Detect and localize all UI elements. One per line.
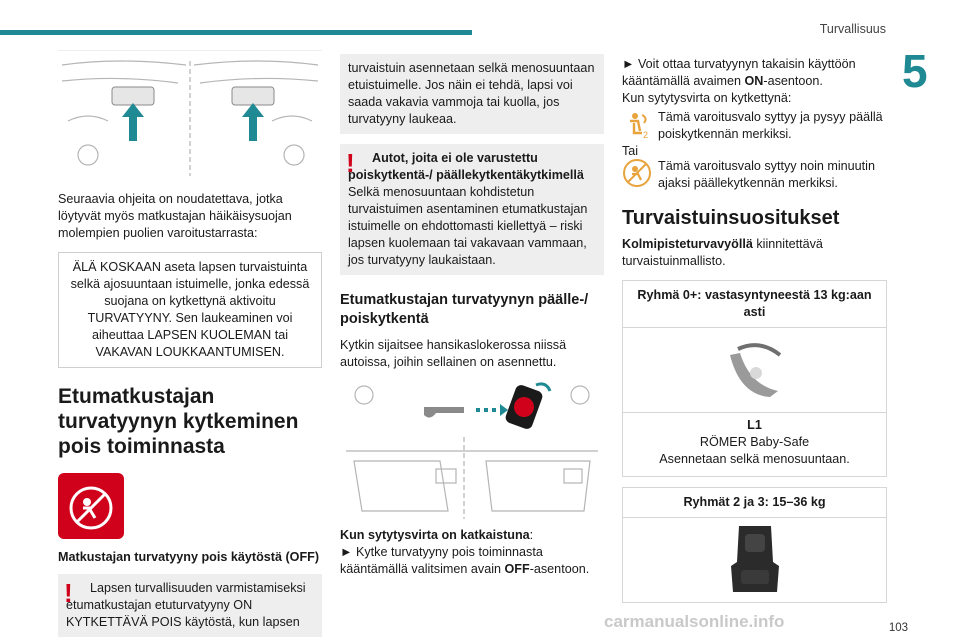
svg-text:2: 2 xyxy=(643,130,649,139)
booster-seat-icon xyxy=(725,522,785,598)
column-3 xyxy=(622,50,887,603)
group-1-note: Asennetaan selkä menosuuntaan. xyxy=(659,452,850,466)
airbag-on-warning-light-icon xyxy=(622,158,652,188)
warning-exclamation-icon: ! xyxy=(64,578,73,608)
section-title: Turvallisuus xyxy=(819,22,886,36)
chapter-number: 5 xyxy=(902,45,928,97)
child-seat-group-2 xyxy=(622,487,887,603)
watermark: carmanualsonline.info xyxy=(604,612,785,631)
page-number: 103 xyxy=(888,622,908,634)
baby-safe-seat-icon xyxy=(720,335,790,405)
step-off-text: ► Kytke turvatyyny pois toiminnasta kääntämällä valitsimen avain OFF-asentoon. xyxy=(340,545,590,576)
ignition-on-label: Kun sytytysvirta on kytkettynä: xyxy=(622,91,792,105)
warning-box-child-seat xyxy=(58,574,322,637)
warning-no-switch-title: Autot, joita ei ole varustettu poiskytkentä-/ päällekytkentäkytkimellä xyxy=(348,151,584,182)
group-1-image xyxy=(623,328,886,413)
switch-location-text: Kytkin sijaitsee hansikaslokerossa niissä autoissa, joihin sellainen on asennettu. xyxy=(340,338,567,369)
passenger-airbag-off-icon xyxy=(58,473,124,539)
indicator-1-text: Tämä varoitusvalo syttyy ja pysyy päällä poiskytkennän merkiksi. xyxy=(658,110,883,141)
intro-text: Seuraavia ohjeita on noudatettava, jotka löytyvät myös matkustajan häikäisysuojan molempien puolien varoitustarrasta: xyxy=(58,192,292,240)
warning-box xyxy=(58,252,322,368)
column-2 xyxy=(340,50,604,578)
airbag-off-warning-light-icon xyxy=(622,109,652,139)
glovebox-switch-illustration xyxy=(340,381,604,521)
warning-box-no-switch xyxy=(340,144,604,275)
warning-no-switch-body: Selkä menosuuntaan kohdistetun turvaistuimen asentaminen etumatkustajan istuimelle on ehdottomasti kiellettyä – riski lapsen kuolemaan tai vakavaan vammaan, jos turvatyyny laukaistaan. xyxy=(348,185,588,267)
indicator-row-2 xyxy=(622,158,887,192)
group-2-title: Ryhmät 2 ja 3: 15–36 kg xyxy=(623,488,886,518)
group-1-id: L1 xyxy=(747,418,762,432)
airbag-off-caption: Matkustajan turvatyyny pois käytöstä (OFF) xyxy=(58,550,320,564)
column-1 xyxy=(58,50,322,637)
or-text: Tai xyxy=(622,144,639,158)
subheading-airbag-switch: Etumatkustajan turvatyynyn päälle-/ poiskytkentä xyxy=(340,292,589,327)
sun-visor-drawing xyxy=(58,51,322,179)
warning-text: ÄLÄ KOSKAAN aseta lapsen turvaistuinta selkä ajosuuntaan istuimelle, jonka edessä suojana on kytkettynä aktivoitu TURVATYYNY. Sen laukeaminen voi aiheuttaa LAPSEN KUOLEMAN tai VAKAVAN LOUKKAANTUMISEN. xyxy=(70,260,310,359)
group-1-body xyxy=(623,413,886,476)
step-on-text: ► Voit ottaa turvatyynyn takaisin käyttöön kääntämällä avaimen ON-asentoon. xyxy=(622,57,856,88)
ignition-off-label: Kun sytytysvirta on katkaistuna: xyxy=(340,528,534,542)
warning-continuation-box xyxy=(340,54,604,134)
indicator-2-text: Tämä varoitusvalo syttyy noin minuutin ajaksi päällekytkennän merkiksi. xyxy=(658,159,875,190)
sun-visor-illustration xyxy=(58,50,322,179)
group-1-title: Ryhmä 0+: vastasyntyneestä 13 kg:aan asti xyxy=(623,281,886,328)
airbag-off-symbol xyxy=(63,478,119,534)
header-accent-bar xyxy=(0,30,472,35)
warning-child-seat-text: Lapsen turvallisuuden varmistamiseksi etumatkustajan etuturvatyyny ON KYTKETTÄVÄ POIS käytöstä, kun lapsen xyxy=(66,581,306,629)
isofix-intro: Kolmipisteturvavyöllä kiinnitettävä turvaistuinmallisto. xyxy=(622,237,823,268)
child-seat-group-1 xyxy=(622,280,887,477)
warning-exclamation-icon: ! xyxy=(346,148,355,178)
glovebox-drawing xyxy=(340,381,604,521)
group-2-image xyxy=(623,518,886,602)
indicator-row-1 xyxy=(622,109,887,143)
warning-continuation-text: turvaistuin asennetaan selkä menosuuntaan etuistuimelle. Jos näin ei tehdä, lapsi voi saada vakavia vammoja tai kuolla, jos turvatyyny laukeaa. xyxy=(348,61,595,126)
section-heading-airbag-off: Etumatkustajan turvatyynyn kytkeminen pois toiminnasta xyxy=(58,385,299,458)
section-heading-child-seats: Turvaistuinsuositukset xyxy=(622,207,840,229)
group-1-name: RÖMER Baby-Safe xyxy=(699,435,810,449)
